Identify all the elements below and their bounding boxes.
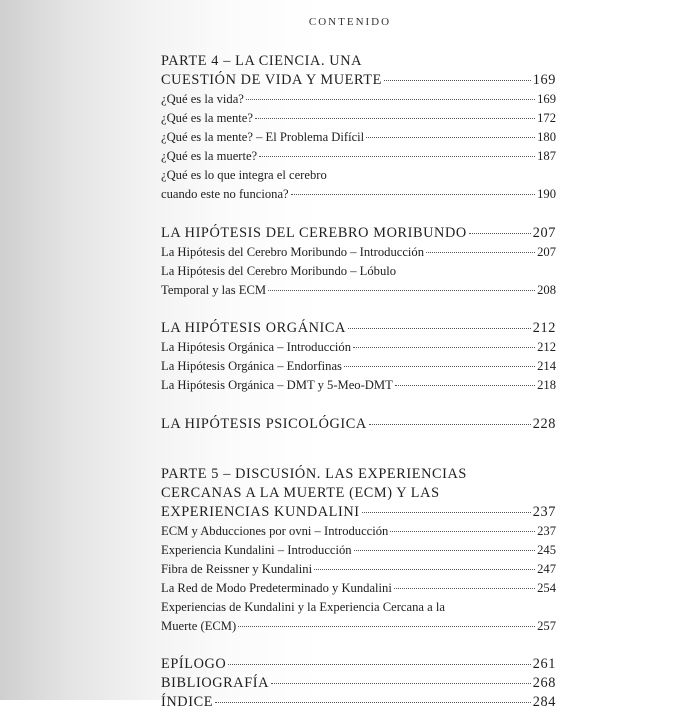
toc-entry bbox=[161, 338, 556, 357]
toc-section bbox=[161, 224, 556, 300]
toc-entry-title: Temporal y las ECM bbox=[161, 283, 267, 297]
dot-leader bbox=[426, 252, 535, 253]
table-of-contents bbox=[161, 52, 556, 712]
dot-leader bbox=[369, 424, 531, 425]
toc-entry-title: La Hipótesis Orgánica – Endorfinas bbox=[161, 359, 342, 373]
dot-leader bbox=[353, 347, 535, 348]
dot-leader bbox=[354, 550, 536, 551]
toc-page-number: 187 bbox=[537, 149, 556, 163]
toc-entry-title: Experiencias de Kundalini y la Experiencia Cercana a la bbox=[161, 600, 445, 614]
toc-entry bbox=[161, 147, 556, 166]
toc-heading bbox=[161, 484, 556, 503]
toc-section bbox=[161, 465, 556, 636]
toc-heading bbox=[161, 71, 556, 90]
toc-entry bbox=[161, 541, 556, 560]
toc-page-number: 190 bbox=[537, 187, 556, 201]
toc-entry bbox=[161, 560, 556, 579]
toc-entry-title: La Hipótesis Orgánica – Introducción bbox=[161, 340, 352, 354]
toc-entry-title: ¿Qué es la mente? bbox=[161, 111, 253, 125]
toc-page-number: 218 bbox=[537, 378, 556, 392]
dot-leader bbox=[384, 80, 531, 81]
toc-entry-title: La Hipótesis del Cerebro Moribundo – Introducción bbox=[161, 245, 425, 259]
toc-page-number: 172 bbox=[537, 111, 556, 125]
toc-entry bbox=[161, 243, 556, 262]
dot-leader bbox=[348, 328, 531, 329]
toc-page-number: 180 bbox=[537, 130, 556, 144]
toc-entry-title: ¿Qué es la mente? – El Problema Difícil bbox=[161, 130, 365, 144]
toc-entry bbox=[161, 262, 556, 281]
toc-heading bbox=[161, 655, 556, 674]
dot-leader bbox=[344, 366, 535, 367]
toc-heading bbox=[161, 503, 556, 522]
toc-page-number: 237 bbox=[532, 504, 556, 520]
section-spacer bbox=[161, 395, 556, 415]
toc-heading bbox=[161, 224, 556, 243]
toc-page-number: 261 bbox=[532, 656, 556, 672]
toc-page-number: 245 bbox=[537, 543, 556, 557]
dot-leader bbox=[246, 99, 535, 100]
toc-page-number: 228 bbox=[532, 416, 556, 432]
section-spacer bbox=[161, 636, 556, 655]
toc-page-number: 208 bbox=[537, 283, 556, 297]
toc-entry-title: EXPERIENCIAS KUNDALINI bbox=[161, 504, 360, 520]
dot-leader bbox=[390, 531, 535, 532]
toc-section bbox=[161, 655, 556, 712]
toc-entry-title: La Hipótesis Orgánica – DMT y 5-Meo-DMT bbox=[161, 378, 393, 392]
toc-entry-title: cuando este no funciona? bbox=[161, 187, 289, 201]
section-spacer bbox=[161, 434, 556, 465]
toc-page-number: 268 bbox=[532, 675, 556, 691]
dot-leader bbox=[215, 702, 531, 703]
toc-entry-title: Fibra de Reissner y Kundalini bbox=[161, 562, 313, 576]
toc-heading bbox=[161, 674, 556, 693]
dot-leader bbox=[268, 290, 535, 291]
toc-entry-title: Muerte (ECM) bbox=[161, 619, 237, 633]
toc-entry-title: LA HIPÓTESIS PSICOLÓGICA bbox=[161, 416, 367, 432]
section-spacer bbox=[161, 204, 556, 224]
toc-page-number: 212 bbox=[537, 340, 556, 354]
toc-page-number: 257 bbox=[537, 619, 556, 633]
toc-entry-title: EPÍLOGO bbox=[161, 656, 227, 672]
toc-entry-title: La Red de Modo Predeterminado y Kundalini bbox=[161, 581, 392, 595]
toc-entry-title: ÍNDICE bbox=[161, 694, 214, 710]
toc-entry bbox=[161, 617, 556, 636]
toc-entry-title: ECM y Abducciones por ovni – Introducción bbox=[161, 524, 389, 538]
toc-entry-title: La Hipótesis del Cerebro Moribundo – Lóbulo bbox=[161, 264, 397, 278]
toc-page-number: 212 bbox=[532, 320, 556, 336]
dot-leader bbox=[469, 233, 531, 234]
toc-entry-title: LA HIPÓTESIS DEL CEREBRO MORIBUNDO bbox=[161, 225, 467, 241]
page-header: CONTENIDO bbox=[308, 16, 392, 28]
toc-page-number: 237 bbox=[537, 524, 556, 538]
toc-heading bbox=[161, 52, 556, 71]
toc-page-number: 214 bbox=[537, 359, 556, 373]
section-spacer bbox=[161, 300, 556, 319]
toc-page-number: 169 bbox=[537, 92, 556, 106]
toc-page-number: 254 bbox=[537, 581, 556, 595]
toc-entry bbox=[161, 109, 556, 128]
toc-section bbox=[161, 415, 556, 434]
toc-entry-title: ¿Qué es la muerte? bbox=[161, 149, 258, 163]
toc-heading bbox=[161, 415, 556, 434]
toc-entry-title: CERCANAS A LA MUERTE (ECM) Y LAS bbox=[161, 485, 440, 501]
toc-page-number: 207 bbox=[532, 225, 556, 241]
toc-section bbox=[161, 52, 556, 204]
dot-leader bbox=[394, 588, 535, 589]
dot-leader bbox=[314, 569, 535, 570]
toc-page-number: 247 bbox=[537, 562, 556, 576]
toc-entry bbox=[161, 376, 556, 395]
toc-heading bbox=[161, 319, 556, 338]
toc-page-number: 169 bbox=[532, 72, 556, 88]
toc-entry bbox=[161, 166, 556, 185]
toc-entry bbox=[161, 579, 556, 598]
toc-entry-title: ¿Qué es la vida? bbox=[161, 92, 244, 106]
dot-leader bbox=[271, 683, 531, 684]
dot-leader bbox=[395, 385, 535, 386]
dot-leader bbox=[291, 194, 535, 195]
toc-entry-title: CUESTIÓN DE VIDA Y MUERTE bbox=[161, 72, 382, 88]
toc-entry bbox=[161, 90, 556, 109]
toc-page-number: 284 bbox=[532, 694, 556, 710]
dot-leader bbox=[362, 512, 531, 513]
toc-entry bbox=[161, 185, 556, 204]
toc-entry-title: Experiencia Kundalini – Introducción bbox=[161, 543, 352, 557]
dot-leader bbox=[259, 156, 535, 157]
toc-entry bbox=[161, 522, 556, 541]
toc-page-number: 207 bbox=[537, 245, 556, 259]
toc-heading bbox=[161, 465, 556, 484]
dot-leader bbox=[228, 664, 530, 665]
toc-entry bbox=[161, 598, 556, 617]
toc-entry bbox=[161, 128, 556, 147]
toc-entry-title: PARTE 5 – DISCUSIÓN. LAS EXPERIENCIAS bbox=[161, 466, 467, 482]
toc-entry-title: ¿Qué es lo que integra el cerebro bbox=[161, 168, 327, 182]
toc-section bbox=[161, 319, 556, 395]
dot-leader bbox=[238, 626, 535, 627]
toc-entry-title: BIBLIOGRAFÍA bbox=[161, 675, 270, 691]
toc-entry-title: LA HIPÓTESIS ORGÁNICA bbox=[161, 320, 346, 336]
toc-heading bbox=[161, 693, 556, 712]
toc-entry-title: PARTE 4 – LA CIENCIA. UNA bbox=[161, 53, 363, 69]
dot-leader bbox=[255, 118, 535, 119]
toc-entry bbox=[161, 357, 556, 376]
toc-entry bbox=[161, 281, 556, 300]
dot-leader bbox=[366, 137, 535, 138]
